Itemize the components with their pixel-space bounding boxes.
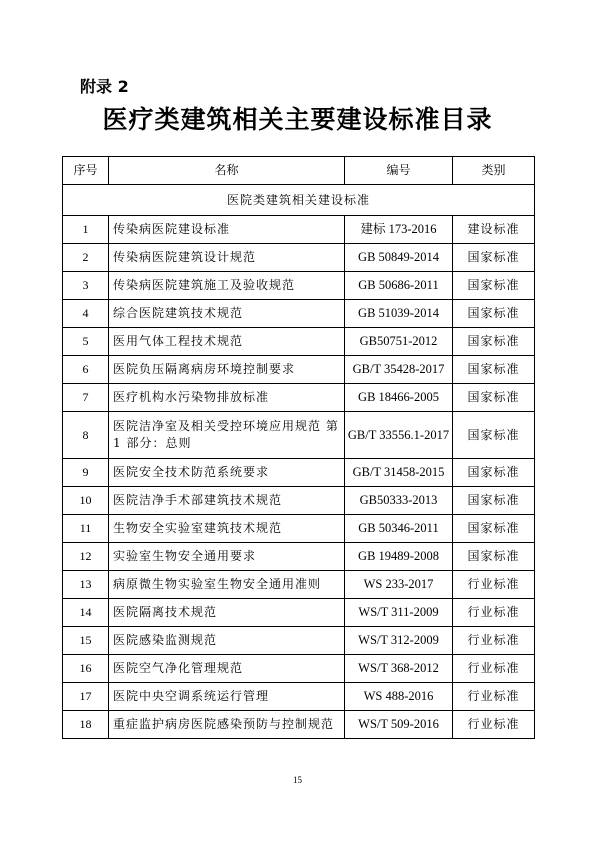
row-index: 15 [63,627,109,655]
table-row [63,216,535,244]
row-code: GB 51039-2014 [345,300,453,328]
standards-table [62,156,535,739]
table-row [63,328,535,356]
header-category: 类别 [453,157,535,185]
row-index: 4 [63,300,109,328]
row-name: 生物安全实验室建筑技术规范 [109,515,345,543]
row-name: 病原微生物实验室生物安全通用准则 [109,571,345,599]
row-index: 16 [63,655,109,683]
table-header-row [63,157,535,185]
row-name: 医院安全技术防范系统要求 [109,459,345,487]
row-name: 医院隔离技术规范 [109,599,345,627]
row-index: 17 [63,683,109,711]
row-code: GB 50849-2014 [345,244,453,272]
row-category: 行业标准 [453,571,535,599]
row-name: 医院负压隔离病房环境控制要求 [109,356,345,384]
row-name: 传染病医院建设标准 [109,216,345,244]
row-code: GB 50346-2011 [345,515,453,543]
page-number: 15 [293,775,302,785]
table-row [63,272,535,300]
table-row [63,384,535,412]
page-title: 医疗类建筑相关主要建设标准目录 [102,105,493,134]
row-index: 2 [63,244,109,272]
row-category: 行业标准 [453,627,535,655]
row-code: GB/T 33556.1-2017 [345,412,453,459]
row-code: WS/T 509-2016 [345,711,453,739]
row-code: GB 50686-2011 [345,272,453,300]
row-category: 国家标准 [453,487,535,515]
row-index: 7 [63,384,109,412]
row-code: WS/T 312-2009 [345,627,453,655]
row-category: 行业标准 [453,599,535,627]
table-row [63,487,535,515]
table-row [63,599,535,627]
header-name: 名称 [109,157,345,185]
row-index: 6 [63,356,109,384]
row-category: 国家标准 [453,272,535,300]
row-index: 8 [63,412,109,459]
row-category: 国家标准 [453,328,535,356]
row-code: WS/T 311-2009 [345,599,453,627]
row-index: 18 [63,711,109,739]
row-code: GB 19489-2008 [345,543,453,571]
row-name: 医疗机构水污染物排放标准 [109,384,345,412]
row-name: 重症监护病房医院感染预防与控制规范 [109,711,345,739]
row-index: 5 [63,328,109,356]
table-row [63,515,535,543]
row-code: WS 233-2017 [345,571,453,599]
row-name: 传染病医院建筑施工及验收规范 [109,272,345,300]
row-name: 医用气体工程技术规范 [109,328,345,356]
row-name: 综合医院建筑技术规范 [109,300,345,328]
row-category: 国家标准 [453,543,535,571]
row-name: 医院空气净化管理规范 [109,655,345,683]
row-category: 建设标准 [453,216,535,244]
row-name: 传染病医院建筑设计规范 [109,244,345,272]
row-code: GB50333-2013 [345,487,453,515]
row-category: 国家标准 [453,384,535,412]
table-row [63,683,535,711]
row-category: 行业标准 [453,711,535,739]
table-row [63,244,535,272]
row-name: 实验室生物安全通用要求 [109,543,345,571]
row-code: GB/T 35428-2017 [345,356,453,384]
row-category: 国家标准 [453,356,535,384]
row-category: 国家标准 [453,412,535,459]
row-index: 12 [63,543,109,571]
section-title: 医院类建筑相关建设标准 [63,185,535,216]
row-name: 医院洁净手术部建筑技术规范 [109,487,345,515]
table-row [63,711,535,739]
table-row [63,356,535,384]
row-category: 国家标准 [453,515,535,543]
row-category: 行业标准 [453,683,535,711]
row-index: 11 [63,515,109,543]
row-name: 医院感染监测规范 [109,627,345,655]
row-index: 10 [63,487,109,515]
table-row [63,543,535,571]
row-index: 3 [63,272,109,300]
row-code: GB 18466-2005 [345,384,453,412]
row-index: 14 [63,599,109,627]
row-code: GB/T 31458-2015 [345,459,453,487]
table-row [63,300,535,328]
row-index: 9 [63,459,109,487]
row-name: 医院洁净室及相关受控环境应用规范 第 1 部分：总则 [109,412,345,459]
row-index: 1 [63,216,109,244]
table-row [63,627,535,655]
row-code: WS 488-2016 [345,683,453,711]
row-code: GB50751-2012 [345,328,453,356]
row-category: 国家标准 [453,459,535,487]
appendix-label: 附录 2 [80,77,129,96]
section-row [63,185,535,216]
header-index: 序号 [63,157,109,185]
row-category: 国家标准 [453,244,535,272]
row-code: WS/T 368-2012 [345,655,453,683]
row-code: 建标 173-2016 [345,216,453,244]
row-category: 行业标准 [453,655,535,683]
table-row [63,571,535,599]
table-row [63,655,535,683]
table-row [63,459,535,487]
header-code: 编号 [345,157,453,185]
table-row [63,412,535,459]
row-name: 医院中央空调系统运行管理 [109,683,345,711]
row-index: 13 [63,571,109,599]
row-category: 国家标准 [453,300,535,328]
